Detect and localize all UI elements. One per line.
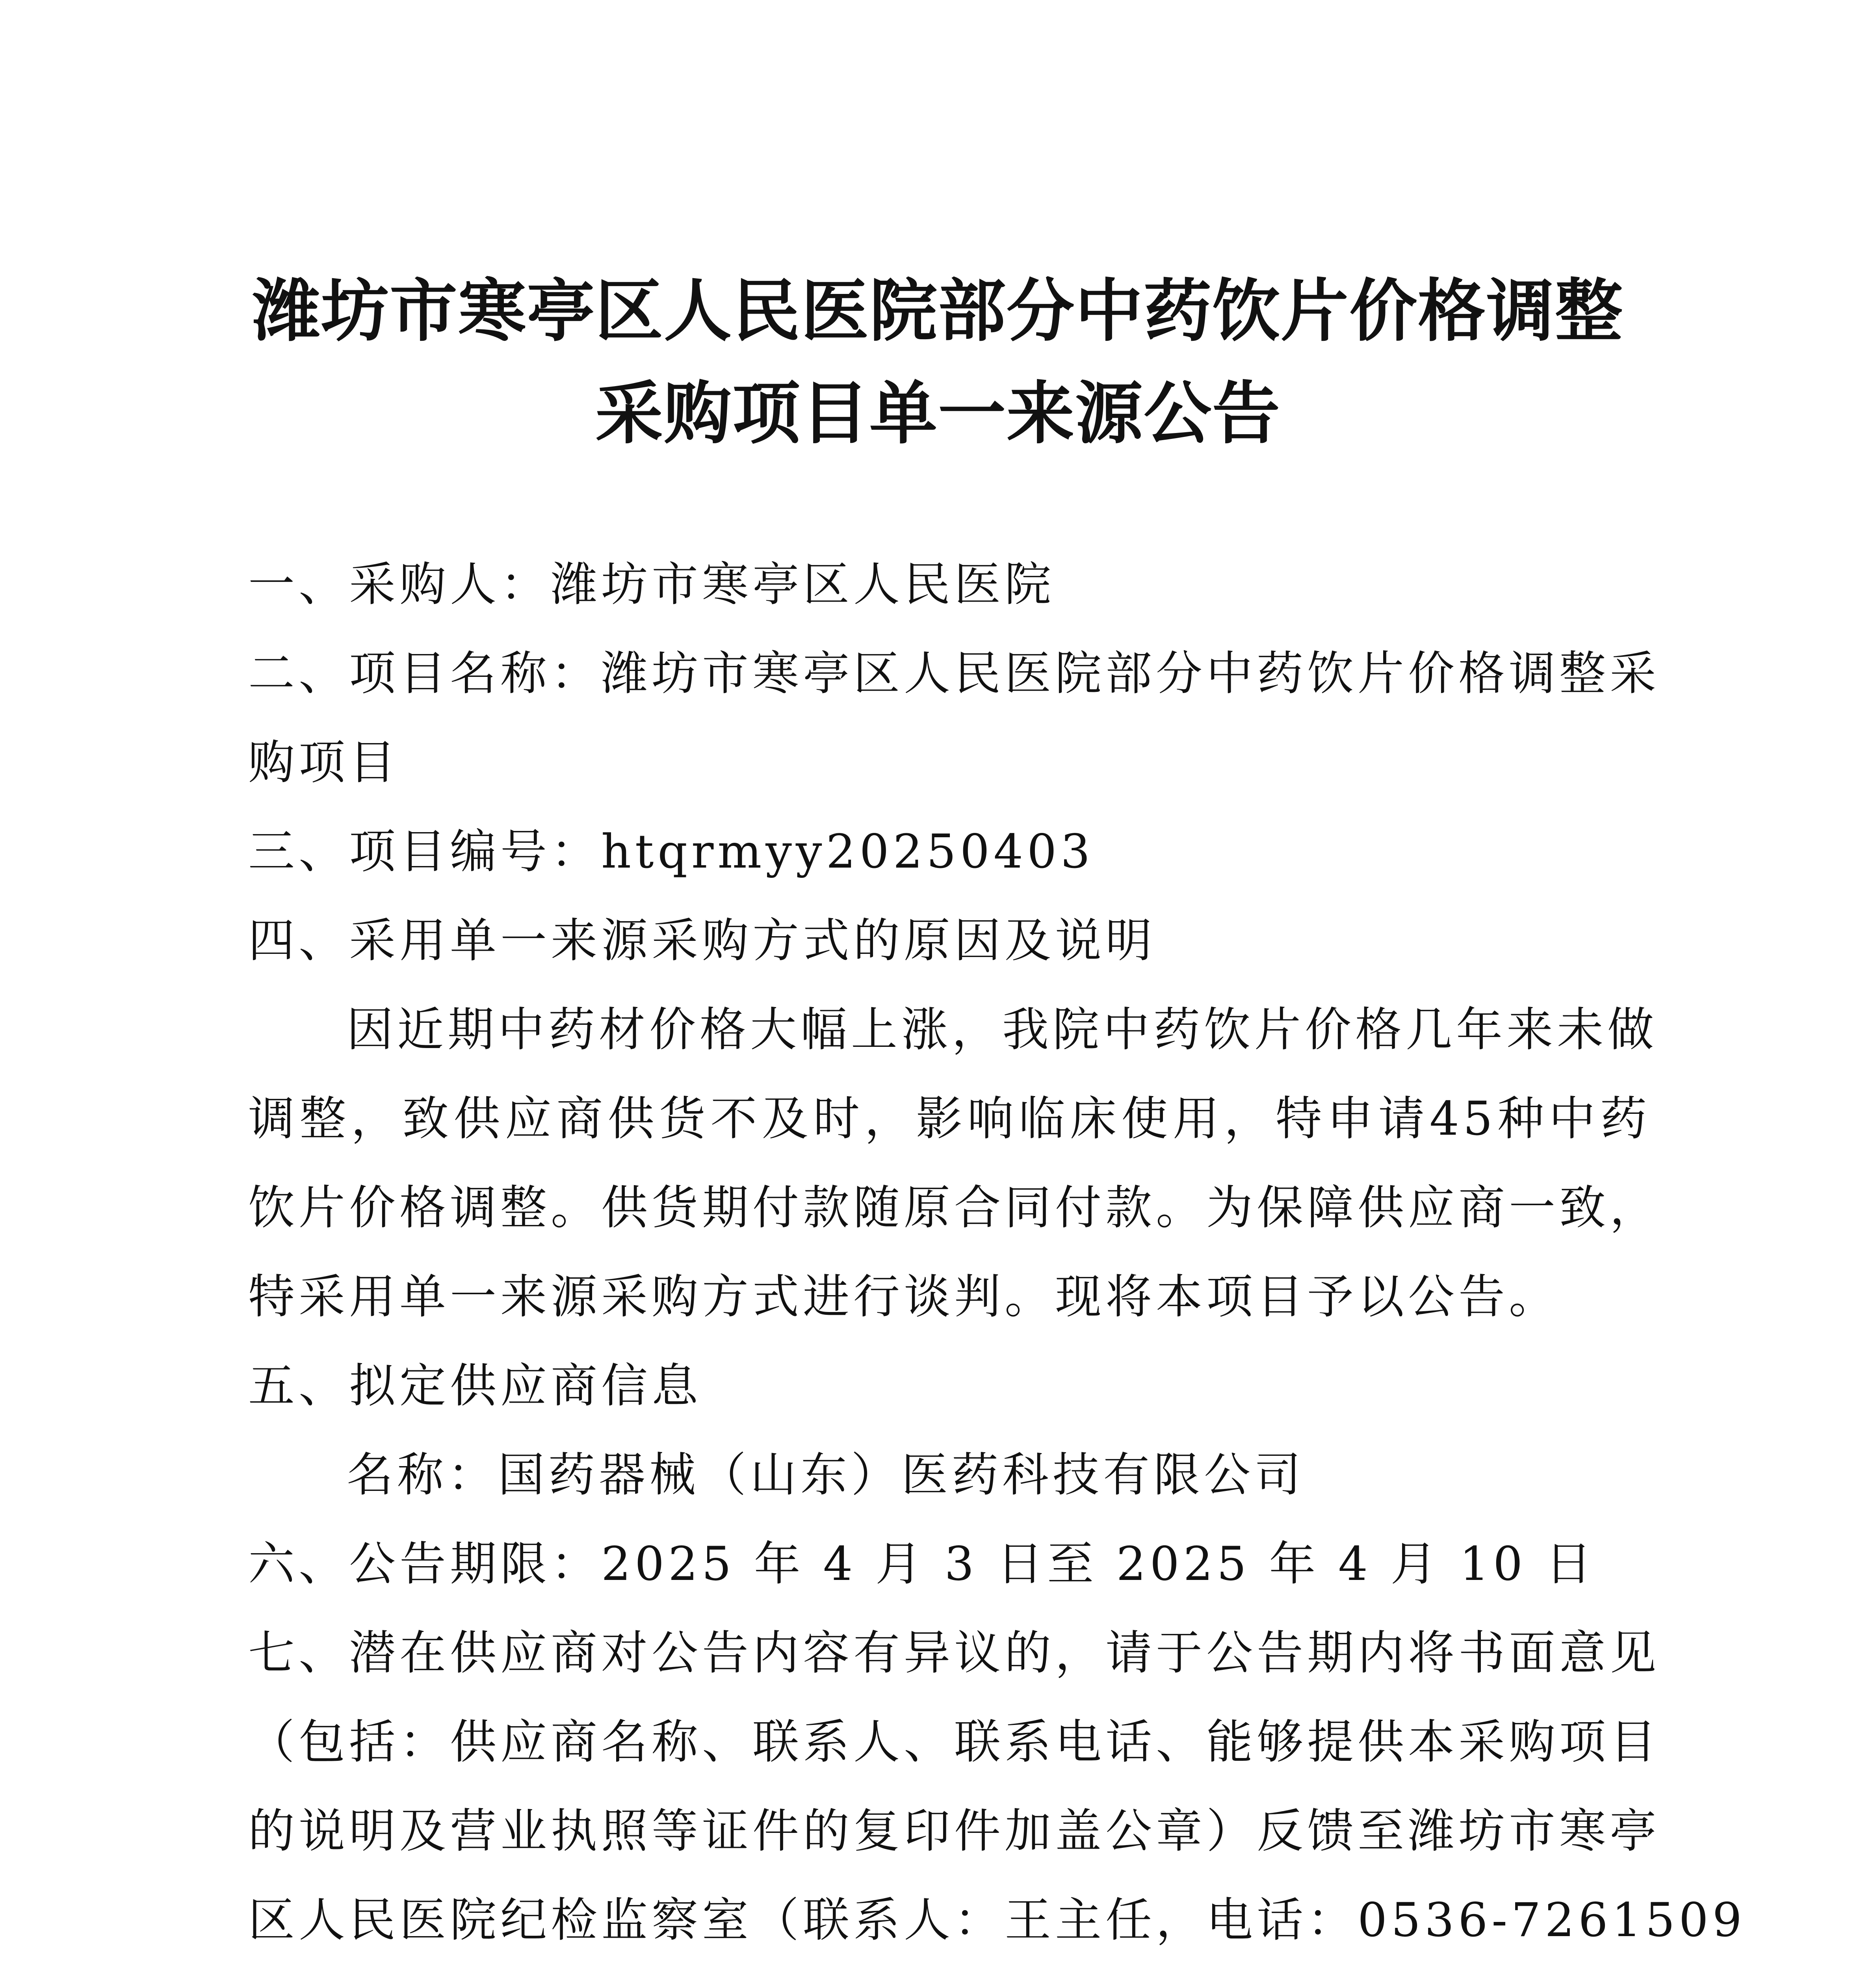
section-project-name-line-2: 购项目: [248, 735, 400, 790]
objection-line-2: （包括：供应商名称、联系人、联系电话、能够提供本采购项目: [248, 1715, 1661, 1769]
reason-paragraph-line-1: 因近期中药材价格大幅上涨，我院中药饮片价格几年来未做: [347, 1002, 1658, 1057]
section-notice-period: 六、公告期限：2025 年 4 月 3 日至 2025 年 4 月 10 日: [248, 1537, 1596, 1591]
section-purchaser: 一、采购人：潍坊市寒亭区人民医院: [248, 557, 1055, 611]
objection-line-1: 七、潜在供应商对公告内容有异议的，请于公告期内将书面意见: [248, 1626, 1661, 1680]
objection-line-3: 的说明及营业执照等证件的复印件加盖公章）反馈至潍坊市寒亭: [248, 1804, 1661, 1858]
reason-paragraph-line-2: 调整，致供应商供货不及时，影响临床使用，特申请45种中药: [248, 1091, 1651, 1146]
reason-paragraph-line-3: 饮片价格调整。供货期付款随原合同付款。为保障供应商一致，: [248, 1180, 1661, 1235]
document-title: [221, 260, 1655, 465]
supplier-name: 名称：国药器械（山东）医药科技有限公司: [347, 1448, 1305, 1502]
title-line-2: 采购项目单一来源公告: [595, 374, 1281, 453]
objection-line-5: [248, 1964, 1651, 1970]
section-supplier-heading: 五、拟定供应商信息: [248, 1359, 702, 1413]
section-reason-heading: 四、采用单一来源采购方式的原因及说明: [248, 913, 1156, 968]
objection-line-4: 区人民医院纪检监察室（联系人：王主任，电话：0536-7261509: [248, 1893, 1746, 1947]
section-project-name-line-1: 二、项目名称：潍坊市寒亭区人民医院部分中药饮片价格调整采: [248, 646, 1661, 701]
reason-paragraph-line-4: 特采用单一来源采购方式进行谈判。现将本项目予以公告。: [248, 1269, 1560, 1324]
document-body: [248, 540, 1746, 1970]
title-line-1: 潍坊市寒亭区人民医院部分中药饮片价格调整: [253, 271, 1623, 351]
section-project-number: 三、项目编号：htqrmyy20250403: [248, 824, 1094, 879]
